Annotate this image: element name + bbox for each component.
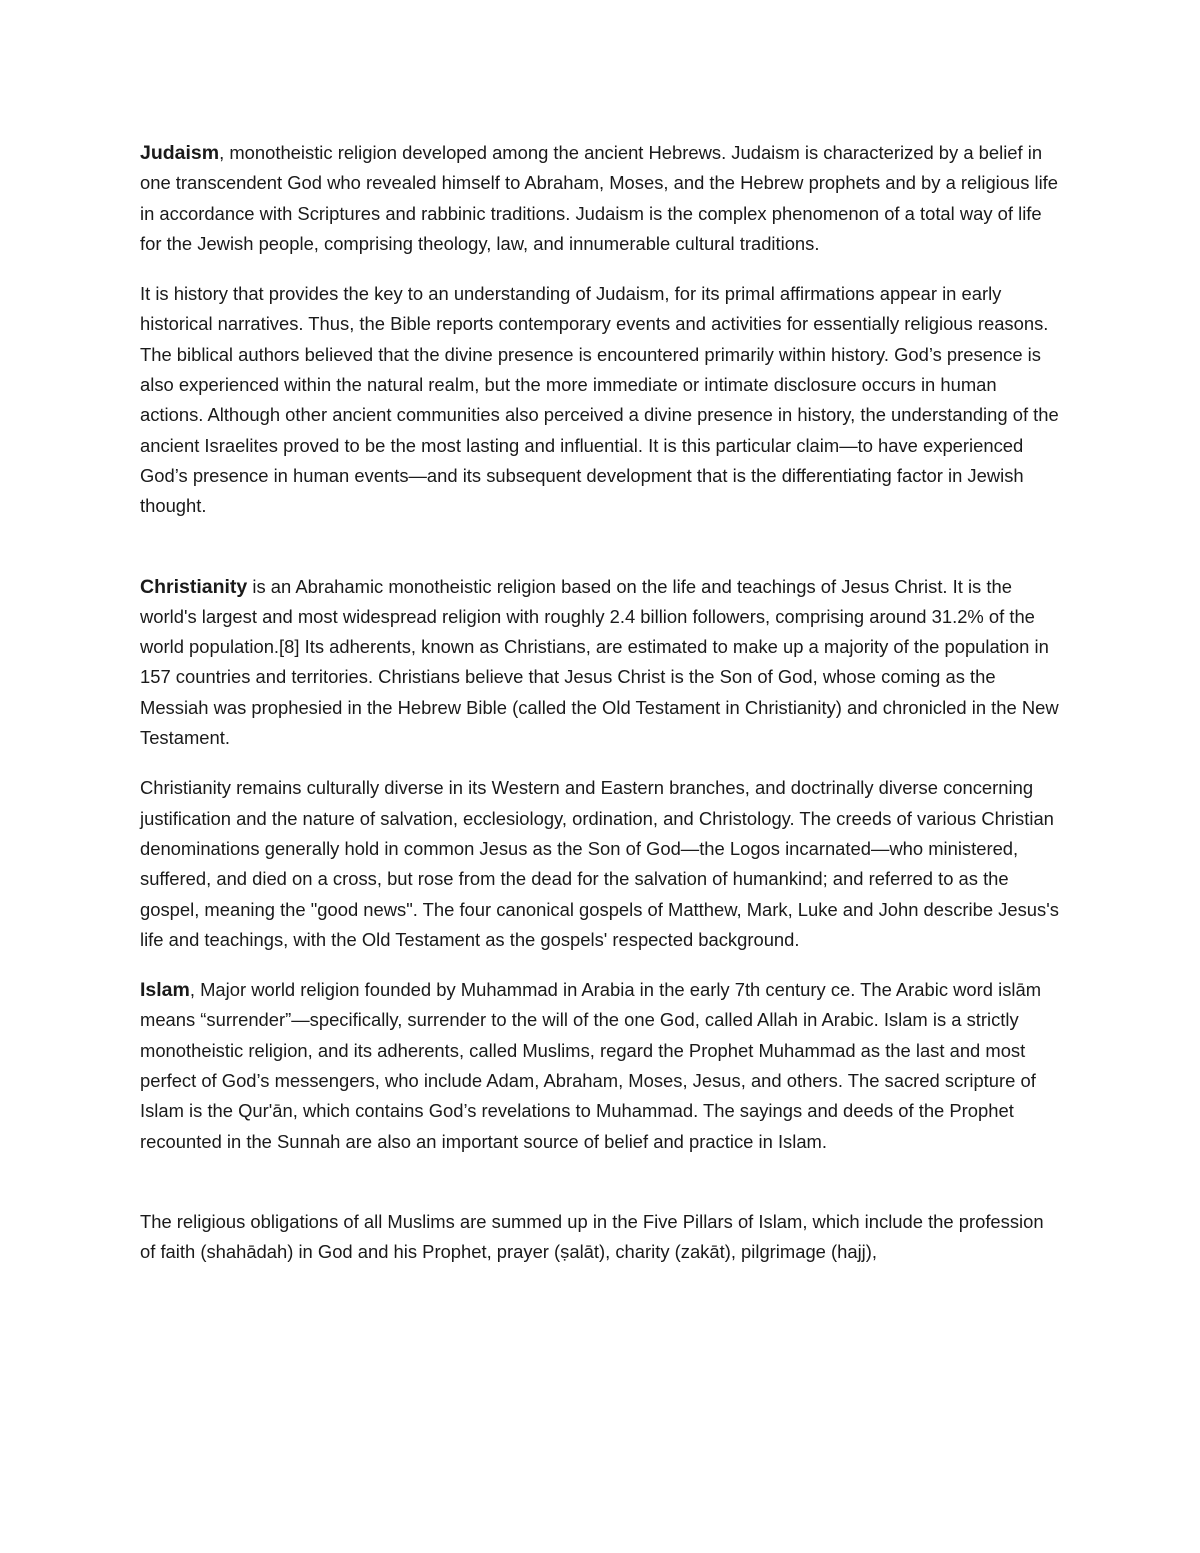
- islam-paragraph-1: [140, 975, 1062, 1157]
- judaism-paragraph-2: It is history that provides the key to an understanding of Judaism, for its primal affirmations appear in early historical narratives. Thus, the Bible reports contemporary events and activities for essentially religious reasons. The biblical authors believed that the divine presence is encountered primarily within history. God’s presence is also experienced within the natural realm, but the more immediate or intimate disclosure occurs in human actions. Although other ancient communities also perceived a divine presence in history, the understanding of the ancient Israelites proved to be the most lasting and influential. It is this particular claim—to have experienced God’s presence in human events—and its subsequent development that is the differentiating factor in Jewish thought.: [140, 283, 1059, 517]
- islam-term: Islam: [140, 979, 190, 1002]
- judaism-paragraph-1: [140, 138, 1062, 259]
- christianity-paragraph-1: [140, 572, 1062, 754]
- christianity-term: Christianity: [140, 575, 248, 598]
- christianity-paragraph-2: Christianity remains culturally diverse in its Western and Eastern branches, and doctrinally diverse concerning justification and the nature of salvation, ecclesiology, ordination, and Christology. The creeds of various Christian denominations generally hold in common Jesus as the Son of God—the Logos incarnated—who ministered, suffered, and died on a cross, but rose from the dead for the salvation of humankind; and referred to as the gospel, meaning the "good news". The four canonical gospels of Matthew, Mark, Luke and John describe Jesus's life and teachings, with the Old Testament as the gospels' respected background.: [140, 777, 1059, 950]
- islam-paragraph-2: The religious obligations of all Muslims are summed up in the Five Pillars of Islam, which include the profession of faith (shahādah) in God and his Prophet, prayer (ṣalāt), charity (zakāt), pilgrimage (hajj),: [140, 1210, 1044, 1263]
- islam-intro-text: , Major world religion founded by Muhammad in Arabia in the early 7th century ce. The Arabic word islām means “surrender”—specifically, surrender to the will of the one God, called Allah in Arabic. Islam is a strictly monotheistic religion, and its adherents, called Muslims, regard the Prophet Muhammad as the last and most perfect of God’s messengers, who include Adam, Abraham, Moses, Jesus, and others. The sacred scripture of Islam is the Qur'ān, which contains God’s revelations to Muhammad. The sayings and deeds of the Prophet recounted in the Sunnah are also an important source of belief and practice in Islam.: [140, 979, 1042, 1152]
- document-page: [140, 138, 1062, 1268]
- christianity-intro-text: is an Abrahamic monotheistic religion based on the life and teachings of Jesus Christ. It is the world's largest and most widespread religion with roughly 2.4 billion followers, comprising around 31.2% of the world population.[8] Its adherents, known as Christians, are estimated to make up a majority of the population in 157 countries and territories. Christians believe that Jesus Christ is the Son of God, whose coming as the Messiah was prophesied in the Hebrew Bible (called the Old Testament in Christianity) and chronicled in the New Testament.: [140, 575, 1059, 749]
- judaism-intro-text: , monotheistic religion developed among the ancient Hebrews. Judaism is characterized by a belief in one transcendent God who revealed himself to Abraham, Moses, and the Hebrew prophets and by a religious life in accordance with Scriptures and rabbinic traditions. Judaism is the complex phenomenon of a total way of life for the Jewish people, comprising theology, law, and innumerable cultural traditions.: [140, 142, 1059, 254]
- judaism-term: Judaism: [140, 142, 220, 164]
